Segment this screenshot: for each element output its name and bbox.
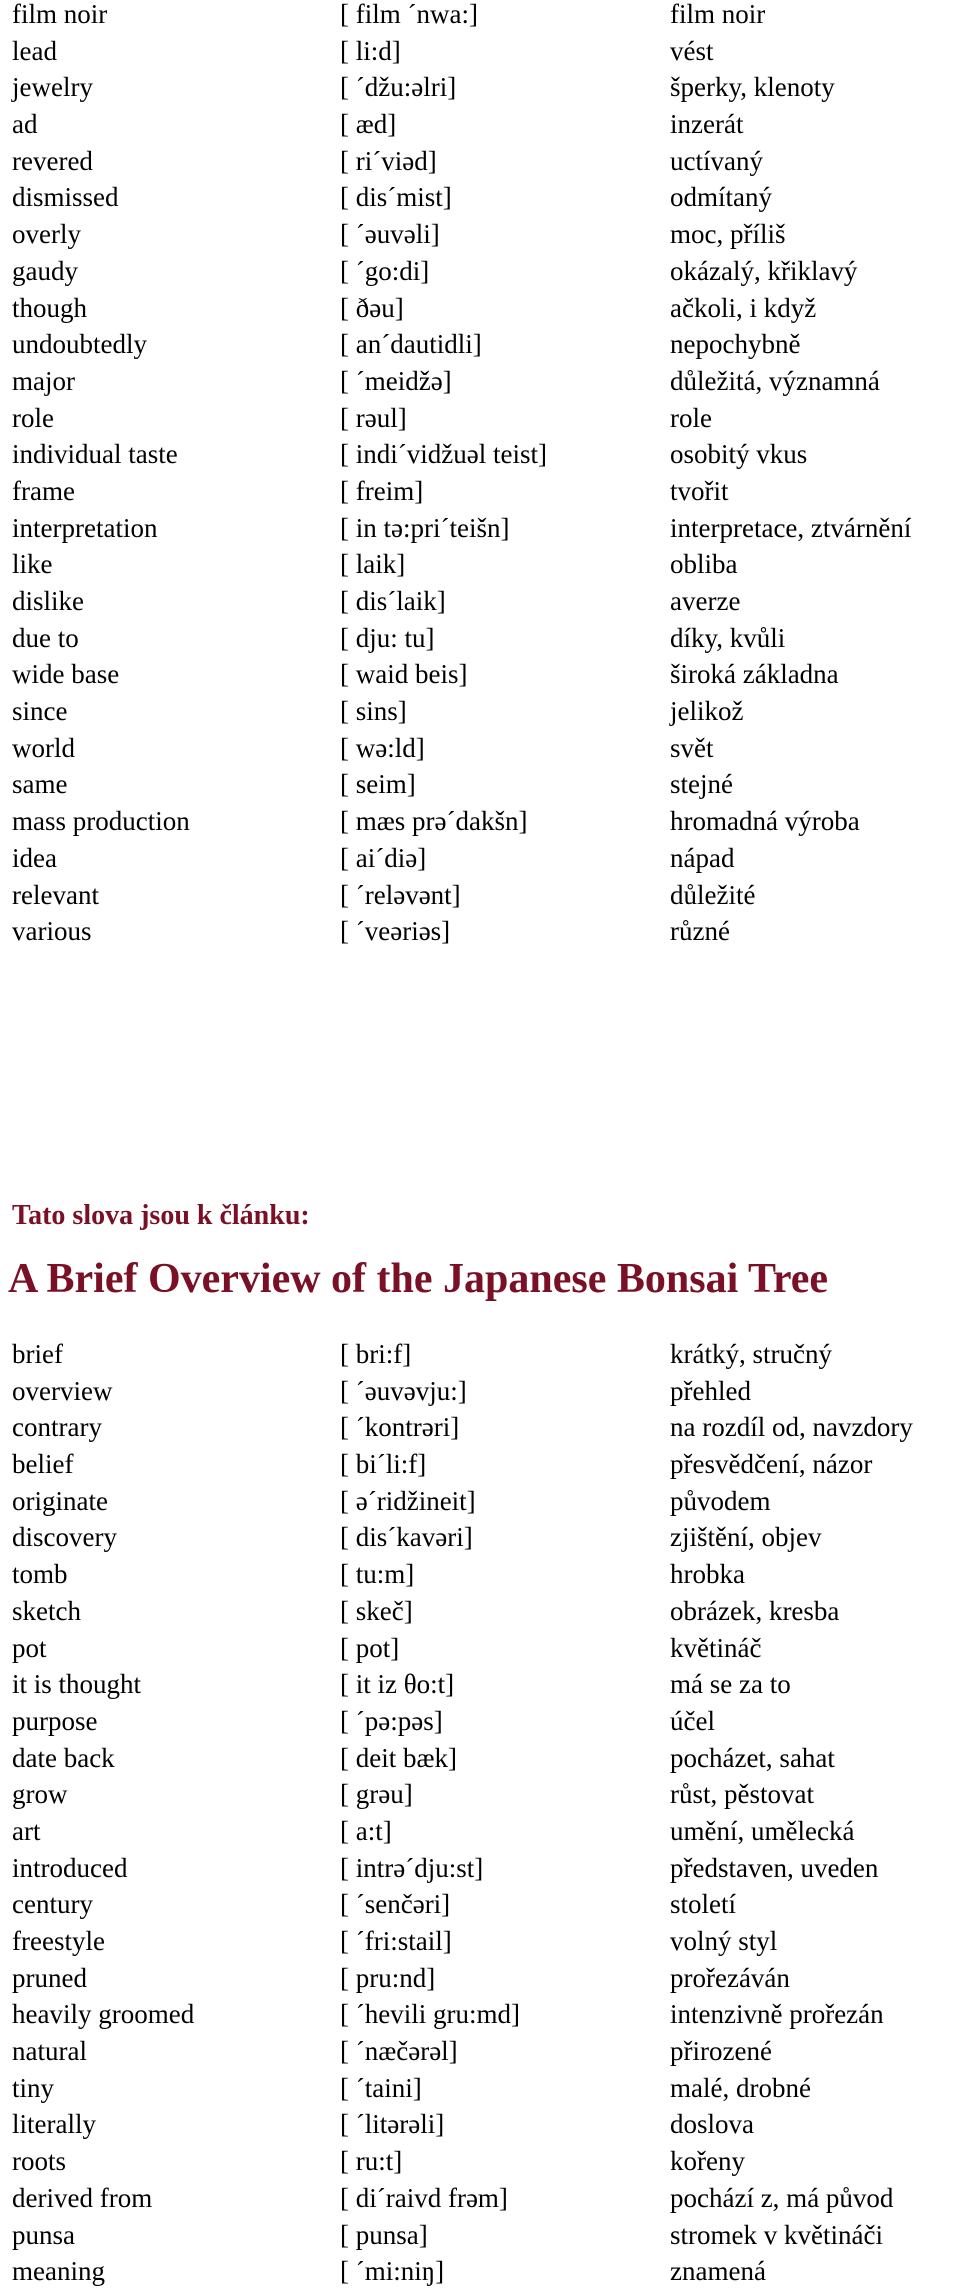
english-word: sketch [12,1595,81,1626]
vocab-row [12,656,960,693]
czech-translation: díky, kvůli [670,622,786,653]
phonetic-transcription: [ bri:f] [340,1339,412,1369]
english-word: individual taste [12,439,178,470]
english-word: gaudy [12,255,78,286]
english-word: frame [12,475,75,506]
phonetic-transcription: [ ´əuvəvju:] [340,1375,467,1406]
vocab-row [12,1630,960,1667]
english-word: punsa [12,2219,75,2250]
phonetic-transcription: [ film ´nwa:] [340,0,478,29]
phonetic-transcription: [ ´pə:pəs] [340,1705,443,1736]
vocab-row [12,1923,960,1960]
vocab-row [12,1776,960,1813]
phonetic-transcription: [ deit bæk] [340,1742,457,1773]
czech-translation: vést [670,35,714,66]
vocab-row [12,840,960,877]
czech-translation: květináč [670,1632,762,1663]
vocab-row [12,473,960,510]
vocab-row [12,803,960,840]
english-word: due to [12,622,79,653]
english-word: interpretation [12,512,158,543]
phonetic-transcription: [ sins] [340,696,407,727]
czech-translation: důležitá, významná [670,365,880,396]
czech-translation: jelikož [670,696,744,727]
phonetic-transcription: [ ðəu] [340,292,404,323]
english-word: pot [12,1632,47,1663]
phonetic-transcription: [ ´fri:stail] [340,1926,452,1956]
english-word: introduced [12,1852,128,1883]
phonetic-transcription: [ æd] [340,109,397,140]
vocab-row [12,693,960,730]
phonetic-transcription: [ dis´mist] [340,182,452,213]
vocab-row [12,326,960,363]
vocab-row [12,143,960,180]
vocab-row [12,1960,960,1997]
phonetic-transcription: [ dju: tu] [340,622,435,653]
czech-translation: má se za to [670,1669,791,1700]
english-word: dislike [12,586,84,616]
phonetic-transcription: [ ´senčəri] [340,1889,451,1920]
czech-translation: prořezáván [670,1962,790,1993]
czech-translation: přirozené [670,2036,772,2067]
czech-translation: svět [670,732,714,763]
phonetic-transcription: [ ´taini] [340,2072,422,2103]
vocab-row [12,0,960,33]
english-word: tiny [12,2072,55,2103]
english-word: derived from [12,2182,153,2213]
czech-translation: pochází z, má původ [670,2182,894,2213]
czech-translation: hromadná výroba [670,806,860,837]
english-word: mass production [12,806,190,837]
vocab-row [12,253,960,290]
phonetic-transcription: [ bi´li:f] [340,1449,427,1480]
vocab-row [12,363,960,400]
vocab-row [12,1666,960,1703]
vocab-row [12,69,960,106]
czech-translation: interpretace, ztvárnění [670,512,912,543]
czech-translation: nepochybně [670,329,801,360]
vocab-row [12,1519,960,1556]
english-word: originate [12,1485,108,1516]
phonetic-transcription: [ intrə´dju:st] [340,1852,484,1883]
english-word: belief [12,1449,74,1480]
phonetic-transcription: [ pot] [340,1632,400,1663]
phonetic-transcription: [ ´mi:niŋ] [340,2256,445,2287]
czech-translation: na rozdíl od, navzdory [670,1412,913,1443]
czech-translation: volný styl [670,1926,778,1956]
czech-translation: intenzivně prořezán [670,1999,884,2030]
phonetic-transcription: [ indi´vidžuəl teist] [340,439,547,470]
czech-translation: film noir [670,0,766,29]
czech-translation: umění, umělecká [670,1815,855,1846]
czech-translation: nápad [670,842,735,873]
vocab-row [12,1850,960,1887]
phonetic-transcription: [ ´veəriəs] [340,916,451,947]
english-word: since [12,696,68,727]
phonetic-transcription: [ ´reləvənt] [340,879,461,910]
czech-translation: inzerát [670,109,744,140]
english-word: overview [12,1375,113,1406]
vocab-row [12,1740,960,1777]
vocab-row [12,877,960,914]
czech-translation: stromek v květináči [670,2219,883,2250]
english-word: role [12,402,54,433]
czech-translation: představen, uveden [670,1852,879,1883]
phonetic-transcription: [ ´næčərəl] [340,2036,458,2067]
vocab-row [12,179,960,216]
vocab-row [12,436,960,473]
english-word: idea [12,842,57,873]
phonetic-transcription: [ tu:m] [340,1559,415,1590]
czech-translation: osobitý vkus [670,439,808,470]
english-word: undoubtedly [12,329,147,360]
vocab-row [12,620,960,657]
english-word: same [12,769,68,800]
phonetic-transcription: [ in tə:pri´teišn] [340,512,510,543]
vocab-row [12,1593,960,1630]
english-word: jewelry [12,72,93,103]
czech-translation: obrázek, kresba [670,1595,840,1626]
czech-translation: role [670,402,712,433]
vocab-row [12,2106,960,2143]
phonetic-transcription: [ freim] [340,475,424,506]
czech-translation: šperky, klenoty [670,72,835,103]
vocab-row [12,510,960,547]
english-word: contrary [12,1412,102,1443]
czech-translation: uctívaný [670,145,763,176]
vocab-row [12,216,960,253]
vocab-row [12,1813,960,1850]
phonetic-transcription: [ ´əuvəli] [340,219,440,250]
czech-translation: odmítaný [670,182,772,213]
phonetic-transcription: [ punsa] [340,2219,428,2250]
czech-translation: ačkoli, i když [670,292,817,323]
czech-translation: obliba [670,549,738,580]
phonetic-transcription: [ pru:nd] [340,1962,436,1993]
phonetic-transcription: [ mæs prə´dakšn] [340,806,528,837]
phonetic-transcription: [ ´litərəli] [340,2109,445,2140]
section-label: Tato slova jsou k článku: [12,1200,310,1231]
phonetic-transcription: [ ri´viəd] [340,145,437,176]
english-word: lead [12,35,57,66]
vocab-row [12,33,960,70]
phonetic-transcription: [ ru:t] [340,2146,403,2177]
phonetic-transcription: [ ai´diə] [340,842,427,873]
phonetic-transcription: [ grəu] [340,1779,413,1810]
english-word: relevant [12,879,99,910]
vocab-row [12,106,960,143]
phonetic-transcription: [ ´hevili gru:md] [340,1999,520,2030]
english-word: century [12,1889,93,1920]
phonetic-transcription: [ dis´kavəri] [340,1522,473,1553]
czech-translation: moc, příliš [670,219,786,250]
czech-translation: široká základna [670,659,839,690]
vocabulary-table-1 [12,0,960,950]
english-word: roots [12,2146,66,2177]
vocab-row [12,400,960,437]
english-word: literally [12,2109,96,2140]
vocab-row [12,546,960,583]
phonetic-transcription: [ li:d] [340,35,401,66]
czech-translation: malé, drobné [670,2072,811,2103]
english-word: discovery [12,1522,117,1553]
english-word: grow [12,1779,68,1810]
english-word: various [12,916,92,947]
vocab-row [12,2217,960,2254]
vocab-row [12,1886,960,1923]
czech-translation: pocházet, sahat [670,1742,835,1773]
vocab-row [12,1446,960,1483]
czech-translation: přehled [670,1375,751,1406]
english-word: revered [12,145,93,176]
english-word: ad [12,109,38,140]
czech-translation: důležité [670,879,756,910]
czech-translation: účel [670,1705,715,1736]
english-word: though [12,292,88,323]
czech-translation: krátký, stručný [670,1339,832,1369]
english-word: wide base [12,659,120,690]
english-word: pruned [12,1962,87,1993]
vocab-row [12,1409,960,1446]
english-word: purpose [12,1705,98,1736]
czech-translation: doslova [670,2109,754,2140]
vocab-row [12,1556,960,1593]
czech-translation: stejné [670,769,733,800]
english-word: heavily groomed [12,1999,195,2030]
english-word: date back [12,1742,115,1773]
vocab-row [12,2253,960,2290]
phonetic-transcription: [ it iz θo:t] [340,1669,455,1700]
vocab-row [12,290,960,327]
czech-translation: století [670,1889,736,1920]
phonetic-transcription: [ seim] [340,769,416,800]
phonetic-transcription: [ ´meidžə] [340,365,452,396]
czech-translation: kořeny [670,2146,745,2177]
vocab-row [12,1996,960,2033]
english-word: dismissed [12,182,119,213]
phonetic-transcription: [ an´dautidli] [340,329,482,360]
phonetic-transcription: [ ´kontrəri] [340,1412,460,1443]
english-word: major [12,365,75,396]
vocab-row [12,1373,960,1410]
czech-translation: zjištění, objev [670,1522,822,1553]
phonetic-transcription: [ dis´laik] [340,586,446,616]
english-word: natural [12,2036,87,2067]
vocab-row [12,1703,960,1740]
english-word: it is thought [12,1669,142,1700]
phonetic-transcription: [ skeč] [340,1595,413,1626]
czech-translation: růst, pěstovat [670,1779,814,1810]
czech-translation: různé [670,916,730,947]
english-word: meaning [12,2256,105,2287]
czech-translation: tvořit [670,475,729,506]
phonetic-transcription: [ laik] [340,549,406,580]
vocab-row [12,2033,960,2070]
english-word: freestyle [12,1926,105,1956]
phonetic-transcription: [ ´džu:əlri] [340,72,457,103]
czech-translation: znamená [670,2256,766,2287]
czech-translation: přesvědčení, názor [670,1449,873,1480]
english-word: tomb [12,1559,68,1590]
phonetic-transcription: [ a:t] [340,1815,392,1846]
czech-translation: původem [670,1485,771,1516]
vocab-row [12,766,960,803]
vocab-row [12,583,960,620]
czech-translation: hrobka [670,1559,745,1590]
english-word: overly [12,219,81,250]
vocab-row [12,730,960,767]
czech-translation: okázalý, křiklavý [670,255,858,286]
english-word: like [12,549,53,580]
vocab-row [12,913,960,950]
phonetic-transcription: [ ə´ridžineit] [340,1485,476,1516]
phonetic-transcription: [ rəul] [340,402,407,433]
english-word: art [12,1815,41,1846]
phonetic-transcription: [ di´raivd frəm] [340,2182,508,2213]
vocab-row [12,2180,960,2217]
czech-translation: averze [670,586,741,616]
vocab-row [12,2143,960,2180]
english-word: brief [12,1339,63,1369]
article-title: A Brief Overview of the Japanese Bonsai Tree [8,1256,829,1302]
english-word: film noir [12,0,108,29]
vocab-row [12,1336,960,1373]
vocab-row [12,1483,960,1520]
english-word: world [12,732,75,763]
phonetic-transcription: [ ´go:di] [340,255,430,286]
vocabulary-table-2 [12,1336,960,2290]
phonetic-transcription: [ wə:ld] [340,732,425,763]
vocab-row [12,2070,960,2107]
phonetic-transcription: [ waid beis] [340,659,468,690]
